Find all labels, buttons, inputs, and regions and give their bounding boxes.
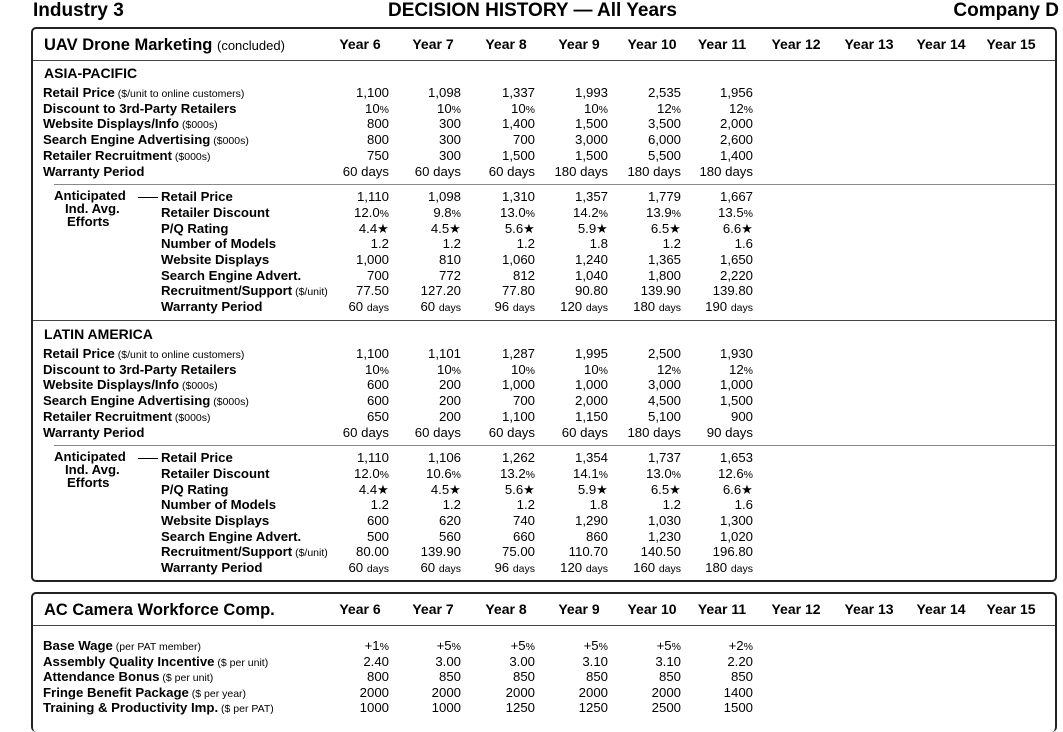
year-header: Year 14	[916, 36, 966, 52]
value-cell: +5%	[510, 638, 535, 653]
value-cell: 1,354	[574, 450, 608, 466]
value-cell: 13.0%	[645, 465, 681, 481]
value-cell: 1400	[723, 684, 753, 700]
value-cell: 1,040	[574, 267, 608, 283]
connector-line	[138, 197, 158, 198]
value-cell: 2000	[651, 684, 681, 700]
value-cell: 12%	[656, 361, 681, 377]
value-cell: 60 days	[488, 163, 535, 179]
value-cell: 10%	[364, 361, 389, 377]
value-cell: 1.2	[662, 497, 681, 513]
value-cell: 12.0%	[353, 465, 389, 481]
value-cell: 812	[512, 267, 535, 283]
value-cell: 13.5%	[717, 204, 753, 220]
value-cell: 1,098	[427, 189, 461, 205]
value-cell: 90 days	[706, 424, 753, 440]
value-cell: 1,300	[719, 513, 753, 528]
value-cell: 60 days	[414, 163, 461, 179]
value-cell: 12.6%	[717, 465, 753, 481]
value-cell: 6.6★	[722, 220, 753, 236]
value-cell: 850	[585, 669, 608, 684]
value-cell: 13.0%	[499, 204, 535, 220]
value-cell: 139.90	[420, 544, 461, 560]
anticipated-row-label: Recruitment/Support ($/unit)	[161, 283, 328, 299]
row-label: Discount to 3rd-Party Retailers	[43, 100, 237, 116]
value-cell: 1,500	[574, 147, 608, 163]
value-cell: 12.0%	[353, 204, 389, 220]
value-cell: 2,535	[647, 85, 681, 100]
region-name: ASIA-PACIFIC	[44, 65, 138, 81]
value-cell: 5.9★	[577, 220, 608, 236]
value-cell: +5%	[436, 638, 461, 653]
value-cell: 1.2	[370, 497, 389, 513]
value-cell: 600	[366, 377, 389, 393]
value-cell: 620	[438, 513, 461, 528]
year-header: Year 12	[771, 601, 821, 617]
value-cell: 1,230	[647, 528, 681, 544]
year-header: Year 8	[485, 36, 527, 52]
value-cell: 1,100	[501, 408, 535, 424]
row-label: Retail Price ($/unit to online customers)	[43, 85, 245, 100]
row-label: Search Engine Advertising ($000s)	[43, 393, 249, 409]
value-cell: 2500	[651, 700, 681, 715]
value-cell: 800	[366, 132, 389, 148]
value-cell: 1,030	[647, 513, 681, 528]
anticipated-row-label: Search Engine Advert.	[161, 267, 302, 283]
year-header: Year 13	[844, 601, 894, 617]
value-cell: 12%	[728, 100, 753, 116]
value-cell: 3.00	[509, 653, 535, 669]
value-cell: 160 days	[633, 560, 681, 576]
value-cell: 1,956	[719, 85, 753, 100]
row-label: Discount to 3rd-Party Retailers	[43, 361, 237, 377]
value-cell: 850	[730, 669, 753, 684]
row-label: Website Displays/Info ($000s)	[43, 116, 218, 132]
value-cell: 4.4★	[358, 481, 389, 497]
value-cell: 140.50	[640, 544, 681, 560]
year-header: Year 8	[485, 601, 527, 617]
year-header: Year 15	[986, 36, 1036, 52]
value-cell: 1,667	[719, 189, 753, 205]
value-cell: 6.5★	[650, 220, 681, 236]
row-label: Warranty Period	[43, 163, 145, 179]
value-cell: 860	[585, 528, 608, 544]
camera-header	[33, 594, 1055, 626]
anticipated-label: Anticipated Ind. Avg. Efforts	[54, 449, 126, 491]
value-cell: 139.90	[640, 283, 681, 299]
value-cell: 180 days	[627, 424, 681, 440]
anticipated-row-label: Warranty Period	[161, 560, 263, 576]
value-cell: 2000	[359, 684, 389, 700]
anticipated-row-label: Number of Models	[161, 497, 277, 513]
value-cell: 1,020	[719, 528, 753, 544]
value-cell: 2000	[505, 684, 535, 700]
value-cell: 6,000	[647, 132, 681, 148]
value-cell: 120 days	[560, 560, 608, 576]
value-cell: 1,357	[574, 189, 608, 205]
value-cell: 4.4★	[358, 220, 389, 236]
value-cell: 1,098	[427, 85, 461, 100]
value-cell: 14.1%	[572, 465, 608, 481]
value-cell: 3,000	[647, 377, 681, 393]
year-header: Year 14	[916, 601, 966, 617]
anticipated-row-label: Warranty Period	[161, 299, 263, 315]
value-cell: 75.00	[501, 544, 535, 560]
section-divider	[54, 184, 1055, 185]
uav-header	[33, 29, 1055, 61]
value-cell: 13.9%	[645, 204, 681, 220]
value-cell: 1,993	[574, 85, 608, 100]
value-cell: 1,000	[355, 252, 389, 267]
value-cell: 60 days	[348, 560, 389, 576]
value-cell: 5,500	[647, 147, 681, 163]
value-cell: 810	[438, 252, 461, 267]
value-cell: 10%	[583, 100, 608, 116]
anticipated-row-label: Website Displays	[161, 513, 270, 528]
value-cell: 10.6%	[425, 465, 461, 481]
value-cell: +5%	[656, 638, 681, 653]
year-header: Year 7	[412, 36, 454, 52]
value-cell: 10%	[510, 100, 535, 116]
value-cell: 700	[512, 393, 535, 409]
anticipated-row-label: P/Q Rating	[161, 220, 229, 236]
value-cell: 80.00	[355, 544, 389, 560]
value-cell: 60 days	[342, 424, 389, 440]
page-header	[0, 0, 1063, 22]
value-cell: 1,365	[647, 252, 681, 267]
value-cell: 1,290	[574, 513, 608, 528]
anticipated-row-label: P/Q Rating	[161, 481, 229, 497]
value-cell: +1%	[364, 638, 389, 653]
value-cell: 300	[438, 116, 461, 132]
value-cell: 200	[438, 393, 461, 409]
value-cell: 180 days	[705, 560, 753, 576]
value-cell: 660	[512, 528, 535, 544]
value-cell: 14.2%	[572, 204, 608, 220]
value-cell: 5,100	[647, 408, 681, 424]
value-cell: 1,110	[356, 189, 389, 205]
value-cell: 2.20	[727, 653, 753, 669]
value-cell: 5.6★	[504, 481, 535, 497]
row-label: Retailer Recruitment ($000s)	[43, 408, 211, 424]
value-cell: 1,101	[427, 346, 461, 361]
value-cell: 139.80	[712, 283, 753, 299]
value-cell: 190 days	[705, 299, 753, 315]
row-label: Retail Price ($/unit to online customers)	[43, 346, 245, 361]
value-cell: 1250	[505, 700, 535, 715]
value-cell: 560	[438, 528, 461, 544]
value-cell: 4,500	[647, 393, 681, 409]
row-label: Website Displays/Info ($000s)	[43, 377, 218, 393]
value-cell: 1.6	[734, 497, 753, 513]
value-cell: 180 days	[633, 299, 681, 315]
value-cell: 1,110	[356, 450, 389, 466]
value-cell: 1,500	[501, 147, 535, 163]
value-cell: 1,262	[501, 450, 535, 466]
row-label: Attendance Bonus ($ per unit)	[43, 669, 214, 684]
anticipated-row-label: Recruitment/Support ($/unit)	[161, 544, 328, 560]
value-cell: 740	[512, 513, 535, 528]
year-header: Year 7	[412, 601, 454, 617]
anticipated-row-label: Retail Price	[161, 189, 233, 205]
value-cell: 1,150	[574, 408, 608, 424]
year-header: Year 15	[986, 601, 1036, 617]
value-cell: 77.80	[501, 283, 535, 299]
value-cell: 700	[512, 132, 535, 148]
value-cell: 12%	[656, 100, 681, 116]
value-cell: 1,000	[574, 377, 608, 393]
value-cell: 96 days	[494, 299, 535, 315]
row-label: Retailer Recruitment ($000s)	[43, 147, 211, 163]
value-cell: 1.8	[589, 497, 608, 513]
value-cell: 12%	[728, 361, 753, 377]
value-cell: 127.20	[420, 283, 461, 299]
value-cell: 10%	[436, 100, 461, 116]
value-cell: 1,337	[501, 85, 535, 100]
value-cell: 500	[366, 528, 389, 544]
row-label: Warranty Period	[43, 424, 145, 440]
value-cell: 1,287	[501, 346, 535, 361]
anticipated-row-label: Search Engine Advert.	[161, 528, 302, 544]
value-cell: 1,779	[647, 189, 681, 205]
page-title: DECISION HISTORY — All Years	[388, 0, 677, 21]
value-cell: 300	[438, 147, 461, 163]
value-cell: 1,400	[501, 116, 535, 132]
value-cell: 10%	[364, 100, 389, 116]
industry-label: Industry 3	[33, 0, 124, 21]
value-cell: 60 days	[420, 560, 461, 576]
value-cell: 850	[438, 669, 461, 684]
anticipated-row-label: Retailer Discount	[161, 465, 270, 481]
value-cell: 2000	[431, 684, 461, 700]
value-cell: 2000	[578, 684, 608, 700]
value-cell: 77.50	[355, 283, 389, 299]
value-cell: 1,310	[501, 189, 535, 205]
value-cell: 1500	[723, 700, 753, 715]
value-cell: 1.2	[662, 236, 681, 252]
value-cell: 300	[438, 132, 461, 148]
anticipated-label: Anticipated Ind. Avg. Efforts	[54, 188, 126, 230]
value-cell: 1000	[359, 700, 389, 715]
value-cell: 9.8%	[433, 204, 461, 220]
value-cell: 90.80	[574, 283, 608, 299]
company-label: Company D	[953, 0, 1059, 21]
region-divider	[33, 320, 1055, 321]
value-cell: 60 days	[488, 424, 535, 440]
anticipated-row-label: Retail Price	[161, 450, 233, 466]
value-cell: 200	[438, 377, 461, 393]
value-cell: 60 days	[561, 424, 608, 440]
value-cell: +5%	[583, 638, 608, 653]
row-label: Training & Productivity Imp. ($ per PAT)	[43, 700, 274, 715]
value-cell: 10%	[583, 361, 608, 377]
row-label: Fringe Benefit Package ($ per year)	[43, 684, 247, 700]
value-cell: 60 days	[420, 299, 461, 315]
value-cell: 10%	[510, 361, 535, 377]
anticipated-row-label: Number of Models	[161, 236, 277, 252]
value-cell: 1,500	[719, 393, 753, 409]
value-cell: 180 days	[699, 163, 753, 179]
year-header: Year 10	[627, 36, 677, 52]
value-cell: 4.5★	[430, 481, 461, 497]
value-cell: 180 days	[627, 163, 681, 179]
value-cell: 180 days	[554, 163, 608, 179]
value-cell: 1,100	[355, 346, 389, 361]
uav-marketing-panel	[31, 27, 1057, 582]
value-cell: 1,737	[647, 450, 681, 466]
region-name: LATIN AMERICA	[44, 326, 153, 342]
value-cell: 1,106	[427, 450, 461, 466]
value-cell: 850	[658, 669, 681, 684]
value-cell: 1,060	[501, 252, 535, 267]
value-cell: 6.6★	[722, 481, 753, 497]
value-cell: 2,000	[574, 393, 608, 409]
value-cell: 5.9★	[577, 481, 608, 497]
value-cell: 600	[366, 513, 389, 528]
value-cell: 1000	[431, 700, 461, 715]
value-cell: 772	[438, 267, 461, 283]
row-label: Search Engine Advertising ($000s)	[43, 132, 249, 148]
uav-title: UAV Drone Marketing (concluded)	[44, 36, 285, 54]
year-header: Year 11	[697, 36, 747, 52]
value-cell: 60 days	[414, 424, 461, 440]
connector-line	[138, 458, 158, 459]
year-header: Year 9	[558, 36, 600, 52]
row-label: Assembly Quality Incentive ($ per unit)	[43, 653, 269, 669]
camera-title: AC Camera Workforce Comp.	[44, 601, 275, 619]
year-header: Year 11	[697, 601, 747, 617]
value-cell: 750	[366, 147, 389, 163]
value-cell: 1.2	[442, 236, 461, 252]
year-header: Year 6	[339, 601, 381, 617]
row-label: Base Wage (per PAT member)	[43, 638, 201, 653]
value-cell: 800	[366, 669, 389, 684]
value-cell: 3,500	[647, 116, 681, 132]
value-cell: 1,000	[719, 377, 753, 393]
value-cell: 3.10	[582, 653, 608, 669]
value-cell: 1.6	[734, 236, 753, 252]
value-cell: 1.8	[589, 236, 608, 252]
value-cell: 3.10	[655, 653, 681, 669]
section-divider	[54, 445, 1055, 446]
value-cell: 60 days	[348, 299, 389, 315]
value-cell: 1,650	[719, 252, 753, 267]
value-cell: 700	[366, 267, 389, 283]
value-cell: 1.2	[370, 236, 389, 252]
value-cell: 1.2	[516, 497, 535, 513]
value-cell: 2.40	[363, 653, 389, 669]
value-cell: 120 days	[560, 299, 608, 315]
value-cell: 6.5★	[650, 481, 681, 497]
value-cell: 2,500	[647, 346, 681, 361]
value-cell: 1,800	[647, 267, 681, 283]
value-cell: 1,000	[501, 377, 535, 393]
anticipated-row-label: Website Displays	[161, 252, 270, 267]
value-cell: 1.2	[516, 236, 535, 252]
value-cell: 1.2	[442, 497, 461, 513]
value-cell: 800	[366, 116, 389, 132]
value-cell: 3.00	[435, 653, 461, 669]
value-cell: 1,400	[719, 147, 753, 163]
value-cell: 13.2%	[499, 465, 535, 481]
value-cell: 10%	[436, 361, 461, 377]
value-cell: 2,220	[719, 267, 753, 283]
value-cell: 200	[438, 408, 461, 424]
year-header: Year 12	[771, 36, 821, 52]
value-cell: 1250	[578, 700, 608, 715]
anticipated-row-label: Retailer Discount	[161, 204, 270, 220]
value-cell: 2,600	[719, 132, 753, 148]
value-cell: 4.5★	[430, 220, 461, 236]
value-cell: 60 days	[342, 163, 389, 179]
value-cell: 1,500	[574, 116, 608, 132]
year-header: Year 10	[627, 601, 677, 617]
year-header: Year 9	[558, 601, 600, 617]
value-cell: 1,100	[355, 85, 389, 100]
value-cell: 3,000	[574, 132, 608, 148]
value-cell: 1,653	[719, 450, 753, 466]
value-cell: 196.80	[712, 544, 753, 560]
value-cell: 96 days	[494, 560, 535, 576]
camera-workforce-panel	[31, 592, 1057, 732]
value-cell: 1,240	[574, 252, 608, 267]
year-header: Year 13	[844, 36, 894, 52]
value-cell: +2%	[728, 638, 753, 653]
value-cell: 900	[730, 408, 753, 424]
value-cell: 1,995	[574, 346, 608, 361]
value-cell: 1,930	[719, 346, 753, 361]
value-cell: 650	[366, 408, 389, 424]
value-cell: 850	[512, 669, 535, 684]
value-cell: 2,000	[719, 116, 753, 132]
year-header: Year 6	[339, 36, 381, 52]
value-cell: 600	[366, 393, 389, 409]
value-cell: 110.70	[568, 544, 608, 560]
value-cell: 5.6★	[504, 220, 535, 236]
